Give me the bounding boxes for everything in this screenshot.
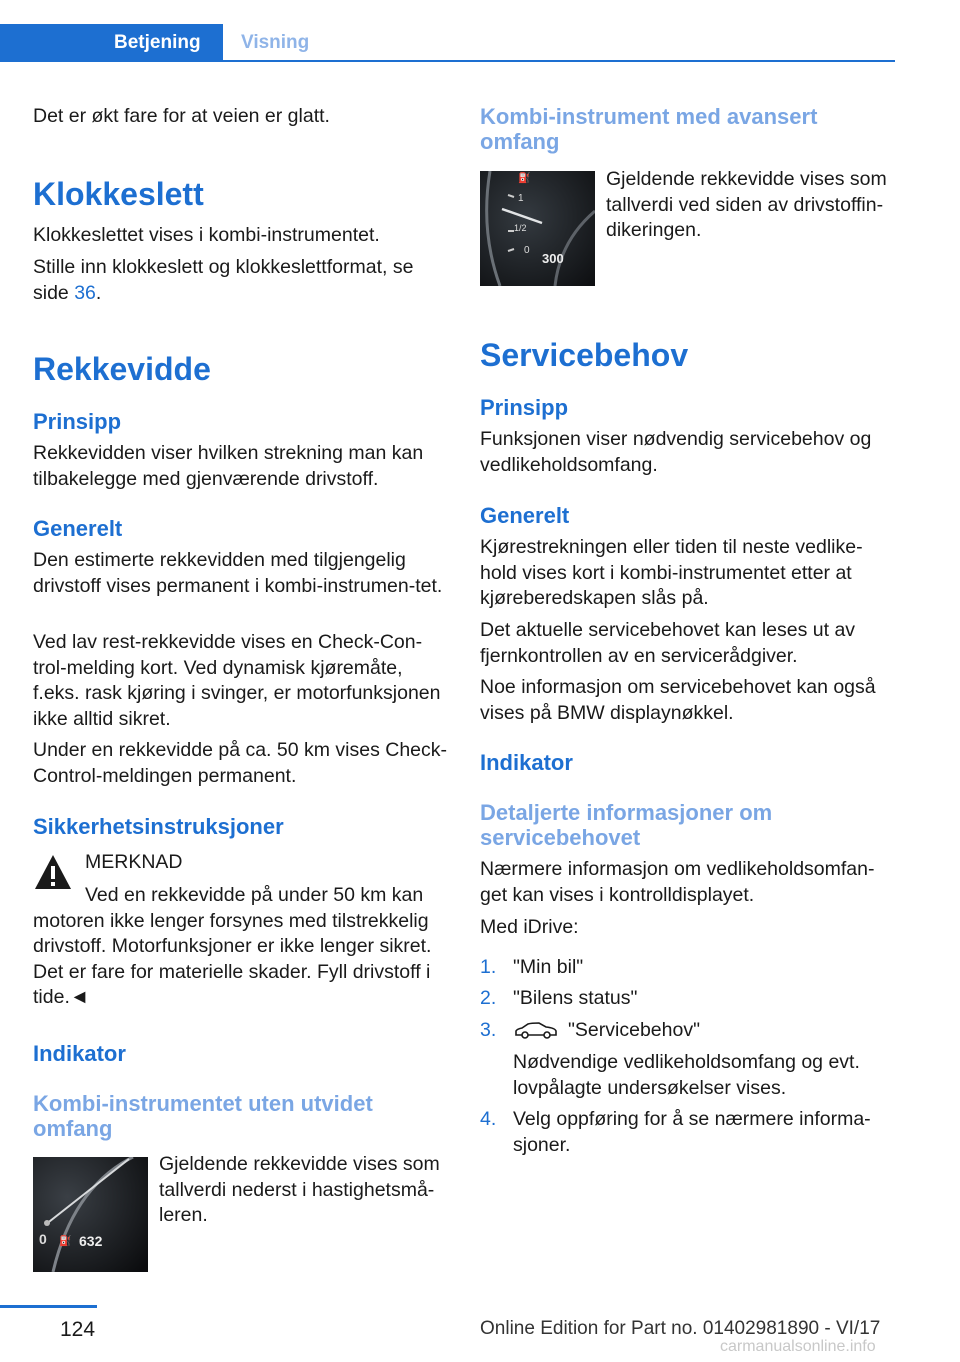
clock-paragraph-2-end: . bbox=[95, 281, 102, 304]
subtitle-kombi-uten-utvidet: Kombi-instrumentet uten utvidet omfang bbox=[33, 1091, 373, 1141]
step-number: 3. bbox=[480, 1019, 497, 1041]
fuel-pump-small-icon: ⛽ bbox=[518, 173, 531, 184]
step-text: "Min bil" bbox=[513, 956, 584, 978]
subtitle-generelt-service: Generelt bbox=[480, 503, 570, 528]
service-general-paragraph-3: Noe informasjon om servicebehovet kan også vises på BMW displaynøkkel. bbox=[480, 676, 876, 724]
speedometer-illustration bbox=[33, 1157, 148, 1272]
notice-label: MERKNAD bbox=[85, 851, 183, 873]
fuel-gauge-illustration bbox=[480, 171, 595, 286]
general-paragraph-2: Ved lav rest-rekkevidde vises en Check-Con-trol-melding kort. Ved dynamisk kjøremåte, f.eks. rask kjøring i svinger, er motorfunksjonen ikke alltid sikret. bbox=[33, 631, 441, 730]
combi-basic-paragraph: Gjeldende rekkevidde vises som tallverdi nederst i hastighetsmå-leren. bbox=[159, 1153, 440, 1226]
subtitle-indikator: Indikator bbox=[33, 1041, 126, 1066]
intro-text: Det er økt fare for at veien er glatt. bbox=[33, 105, 330, 127]
subtitle-generelt: Generelt bbox=[33, 516, 123, 541]
gauge-basic-value: 632 bbox=[79, 1233, 103, 1249]
tab-bar bbox=[0, 24, 895, 62]
gauge-adv-half: 1/2 bbox=[514, 223, 527, 233]
service-principle-paragraph: Funksjonen viser nødvendig servicebehov og vedlikeholdsomfang. bbox=[480, 428, 872, 476]
step-text: "Bilens status" bbox=[513, 987, 638, 1009]
subtitle-kombi-avansert: Kombi-instrument med avansert omfang bbox=[480, 104, 818, 154]
section-title-rekkevidde: Rekkevidde bbox=[33, 351, 211, 387]
step-note: Nødvendige vedlikeholdsomfang og evt. lovpålagte undersøkelser vises. bbox=[513, 1051, 860, 1099]
general-paragraph-1: Den estimerte rekkevidden med tilgjengelig drivstoff vises permanent i kombi-instrumen-tet. bbox=[33, 549, 443, 597]
section-title-klokkeslett: Klokkeslett bbox=[33, 176, 204, 212]
section-title-servicebehov: Servicebehov bbox=[480, 337, 689, 373]
subtitle-prinsipp: Prinsipp bbox=[33, 409, 122, 434]
tab-visning[interactable]: Visning bbox=[241, 32, 310, 53]
subtitle-sikkerhetsinstruksjoner: Sikkerhetsinstruksjoner bbox=[33, 814, 284, 839]
idrive-label: Med iDrive: bbox=[480, 916, 579, 938]
page-link-36[interactable]: 36 bbox=[74, 281, 96, 304]
subtitle-detaljerte-informasjoner: Detaljerte informasjoner om servicebehovet bbox=[480, 800, 773, 850]
service-general-paragraph-2: Det aktuelle servicebehovet kan leses ut av fjernkontrollen av en servicerådgiver. bbox=[480, 619, 856, 667]
gauge-basic-zero: 0 bbox=[39, 1231, 47, 1247]
tab-betjening[interactable]: Betjening bbox=[0, 24, 223, 60]
step-text: "Servicebehov" bbox=[568, 1019, 700, 1041]
gauge-adv-one: 1 bbox=[518, 193, 524, 204]
step-number: 1. bbox=[480, 956, 497, 978]
fuel-gauge-image bbox=[480, 171, 595, 286]
principle-paragraph: Rekkevidden viser hvilken strekning man kan tilbakelegge med gjenværende drivstoff. bbox=[33, 442, 424, 490]
fuel-pump-icon: ⛽ bbox=[59, 1236, 72, 1247]
clock-paragraph-2 bbox=[33, 255, 451, 306]
car-service-icon bbox=[513, 1021, 559, 1041]
gauge-adv-value: 300 bbox=[542, 251, 564, 266]
tab-underline bbox=[0, 60, 895, 62]
page-number: 124 bbox=[60, 1318, 96, 1341]
service-general-paragraph-1: Kjørestrekningen eller tiden til neste vedlike-hold vises kort i kombi-instrumentet etter at kjøreberedskapen slås på. bbox=[480, 536, 863, 609]
details-paragraph: Nærmere informasjon om vedlikeholdsomfan-get kan vises i kontrolldisplayet. bbox=[480, 858, 875, 906]
idrive-steps-list bbox=[480, 955, 898, 1155]
subtitle-indikator-service: Indikator bbox=[480, 750, 573, 775]
notice-text: Ved en rekkevidde på under 50 km kan motoren ikke lenger forsynes med tilstrekkelig drivstoff. Motorfunksjoner er ikke lenger sikret. Det er fare for materielle skader. Fyll drivstoff i tide.◄ bbox=[33, 884, 432, 1008]
subtitle-prinsipp-service: Prinsipp bbox=[480, 395, 569, 420]
general-paragraph-3: Under en rekkevidde på ca. 50 km vises Check-Control-meldingen permanent. bbox=[33, 739, 448, 787]
watermark-text: carmanualsonline.info bbox=[720, 1338, 876, 1355]
edition-text: Online Edition for Part no. 01402981890 - VI/17 bbox=[480, 1318, 881, 1339]
step-number: 2. bbox=[480, 987, 497, 1009]
clock-paragraph-1: Klokkeslettet vises i kombi-instrumentet. bbox=[33, 224, 380, 246]
speedometer-range-image bbox=[33, 1157, 148, 1272]
combi-adv-paragraph: Gjeldende rekkevidde vises som tallverdi ved siden av drivstoffin-dikeringen. bbox=[606, 168, 887, 241]
step-text: Velg oppføring for å se nærmere informa-sjoner. bbox=[513, 1108, 871, 1156]
gauge-adv-zero: 0 bbox=[524, 245, 530, 256]
clock-paragraph-2-text: Stille inn klokkeslett og klokkeslettformat, se side bbox=[33, 256, 414, 304]
step-number: 4. bbox=[480, 1108, 497, 1130]
footer-rule bbox=[0, 1305, 97, 1308]
